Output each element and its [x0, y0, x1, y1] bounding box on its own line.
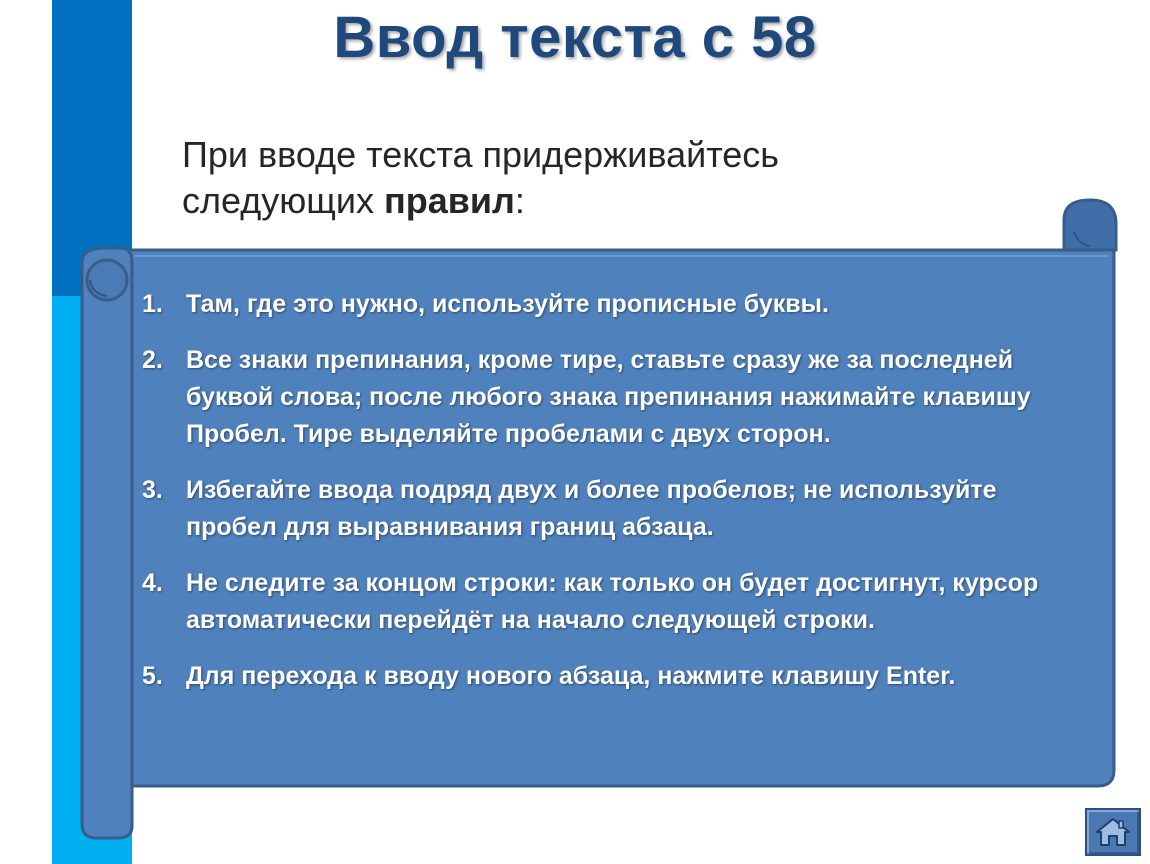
rule-text: Не следите за концом строки: как только он будет достигнут, курсор автоматически перейдёт на начало следующей строки. [186, 569, 1039, 634]
rule-text: Избегайте ввода подряд двух и более пробелов; не используйте пробел для выравнивания границ абзаца. [186, 476, 997, 541]
list-item [142, 658, 1072, 695]
rule-number: 5. [142, 662, 163, 690]
rule-number: 2. [142, 346, 163, 374]
rule-text: Для перехода к вводу нового абзаца, нажмите клавишу Enter. [186, 662, 956, 690]
subtitle-line-2-prefix: следующих [182, 180, 384, 221]
home-icon [1095, 817, 1131, 847]
list-item [142, 565, 1072, 639]
rule-number: 4. [142, 569, 163, 597]
slide-title: Ввод текста с 58 [333, 5, 817, 70]
rule-text: Там, где это нужно, используйте прописные буквы. [186, 290, 829, 318]
rule-number: 3. [142, 476, 163, 504]
rules-list [142, 286, 1072, 714]
subtitle-line-2-suffix: : [514, 180, 525, 221]
subtitle-bold-word: правил [383, 180, 515, 221]
home-button[interactable] [1085, 808, 1141, 856]
list-item [142, 342, 1072, 453]
rule-text: Все знаки препинания, кроме тире, ставьте сразу же за последней буквой слова; после любого знака препинания нажимайте клавишу Пробел. Тире выделяйте пробелами с двух сторон. [186, 346, 1031, 448]
subtitle-line-1: При вводе текста придерживайтесь [182, 134, 780, 175]
list-item [142, 472, 1072, 546]
list-item [142, 286, 1072, 323]
rule-number: 1. [142, 290, 163, 318]
